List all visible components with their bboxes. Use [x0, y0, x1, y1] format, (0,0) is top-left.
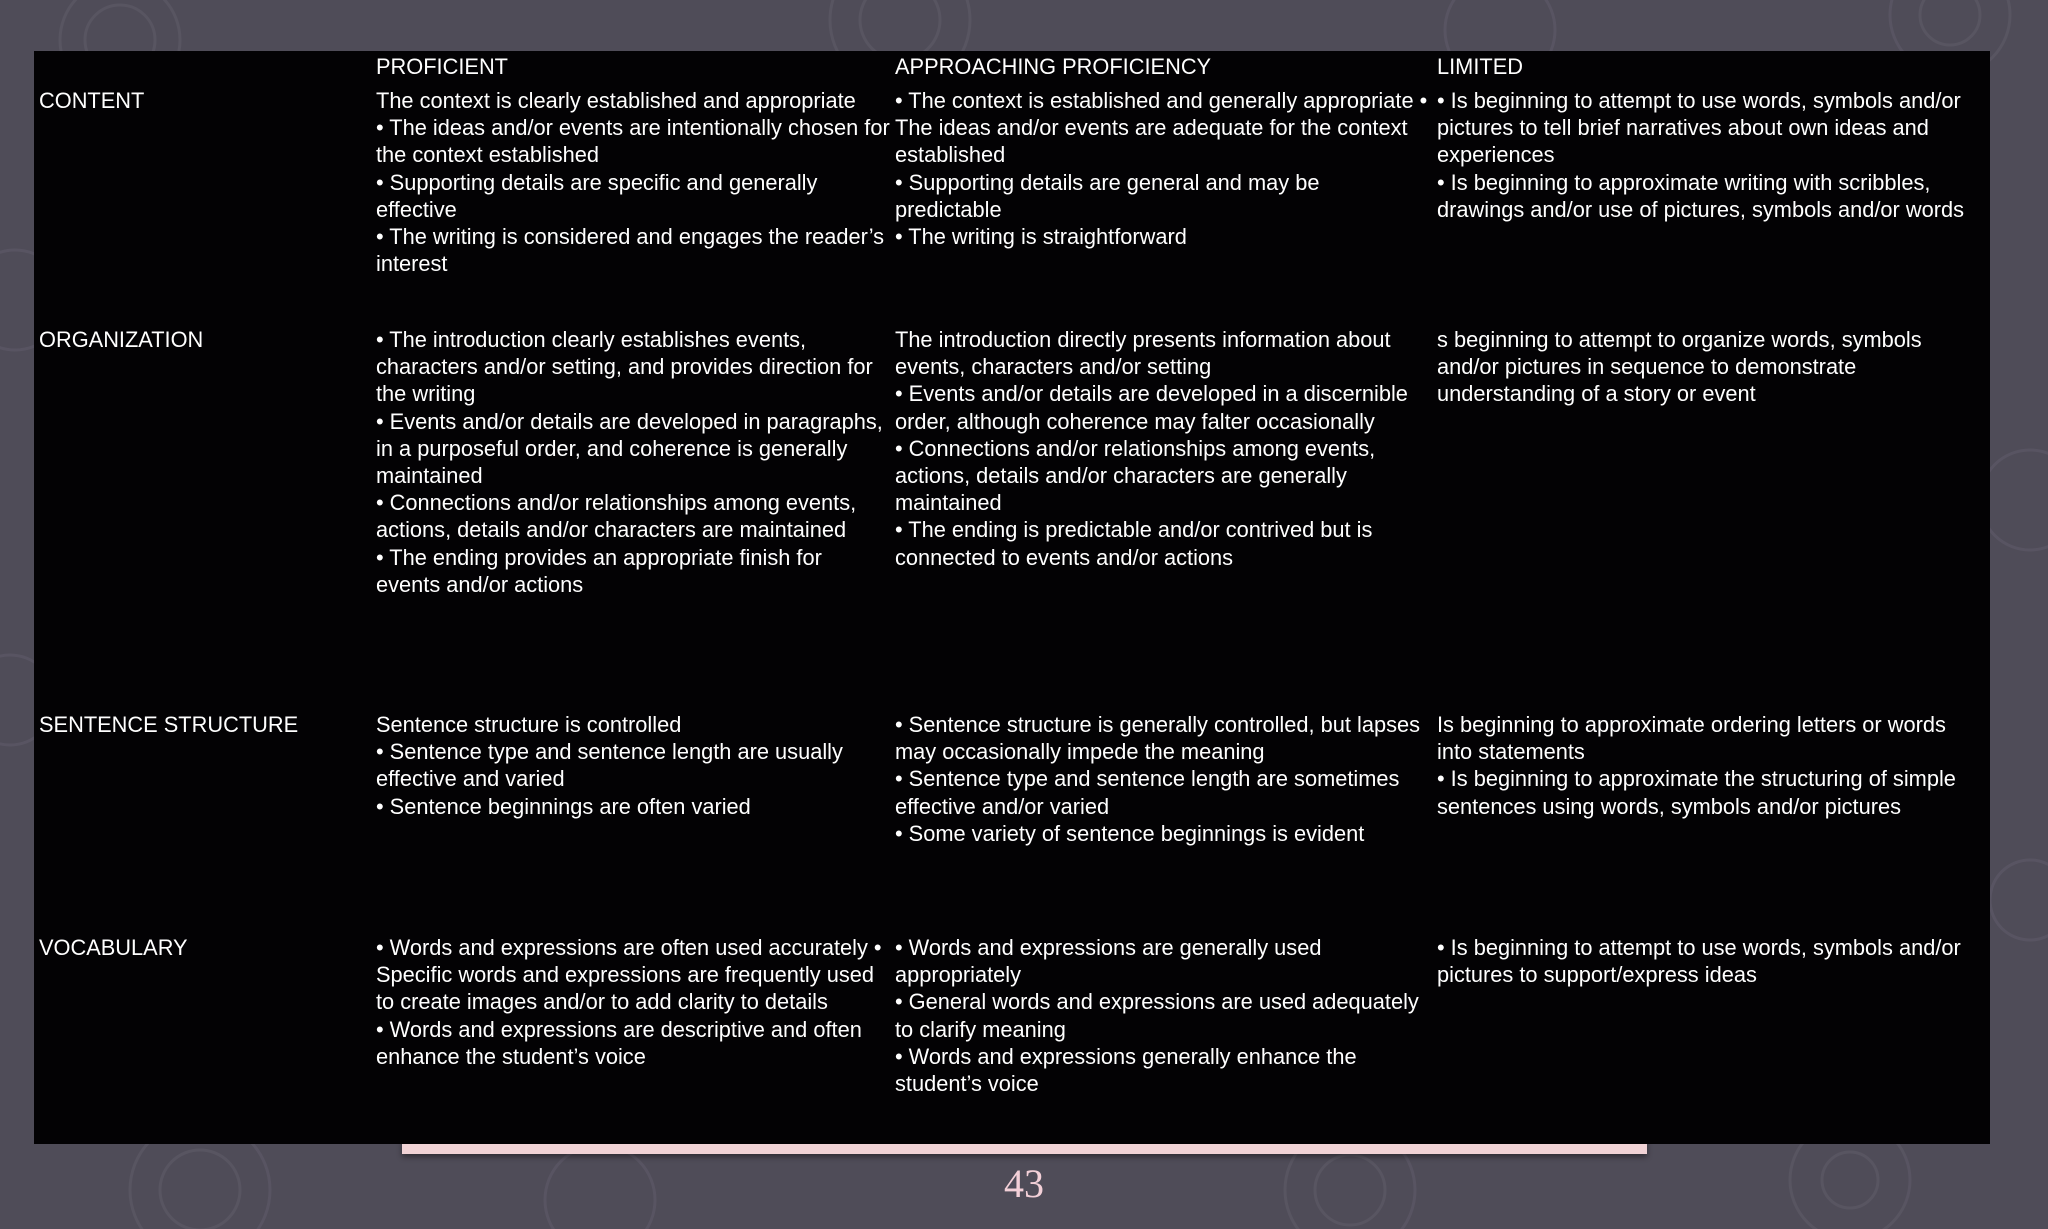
row-label-content: CONTENT: [39, 88, 145, 113]
row-label-organization: ORGANIZATION: [39, 327, 204, 352]
organization-limited-cell: s beginning to attempt to organize words, symbols and/or pictures in sequence to demonstrate understanding of a story or event: [1437, 327, 1922, 407]
column-header-approaching: APPROACHING PROFICIENCY: [895, 54, 1212, 79]
row-label-vocabulary: VOCABULARY: [39, 935, 188, 960]
column-header-proficient: PROFICIENT: [376, 54, 508, 79]
vocabulary-approaching-cell: • Words and expressions are generally used appropriately • General words and expressions are used adequately to clarify meaning • Words and expressions generally enhance the student’s voice: [895, 935, 1419, 1097]
rubric-table: [34, 51, 1990, 1144]
content-proficient-cell: The context is clearly established and appropriate • The ideas and/or events are intentionally chosen for the context established • Supporting details are specific and generally effective • The writing is considered and engages the reader’s interest: [376, 88, 890, 277]
content-approaching-cell: • The context is established and generally appropriate • The ideas and/or events are adequate for the context established • Supporting details are general and may be predictable • The writing is straightforward: [895, 88, 1428, 250]
row-label-sentence-structure: SENTENCE STRUCTURE: [39, 712, 299, 737]
organization-proficient-cell: • The introduction clearly establishes events, characters and/or setting, and provides direction for the writing • Events and/or details are developed in paragraphs, in a purposeful order, and coherence is generally maintained • Connections and/or relationships among events, actions, details and/or characters are maintained • The ending provides an appropriate finish for events and/or actions: [376, 327, 883, 597]
sentence-structure-approaching-cell: • Sentence structure is generally controlled, but lapses may occasionally impede the meaning • Sentence type and sentence length are sometimes effective and/or varied • Some variety of sentence beginnings is evident: [895, 712, 1420, 846]
sentence-structure-limited-cell: Is beginning to approximate ordering letters or words into statements • Is beginning to approximate the structuring of simple sentences using words, symbols and/or pictures: [1437, 712, 1956, 819]
column-header-limited: LIMITED: [1437, 54, 1523, 79]
vocabulary-proficient-cell: • Words and expressions are often used accurately • Specific words and expressions are frequently used to create images and/or to add clarity to details • Words and expressions are descriptive and often enhance the student’s voice: [376, 935, 882, 1069]
organization-approaching-cell: The introduction directly presents information about events, characters and/or setting • Events and/or details are developed in a discernible order, although coherence may falter occasionally • Connections and/or relationships among events, actions, details and/or characters are generally maintained • The ending is predictable and/or contrived but is connected to events and/or actions: [895, 327, 1408, 570]
content-limited-cell: • Is beginning to attempt to use words, symbols and/or pictures to tell brief narratives about own ideas and experiences • Is beginning to approximate writing with scribbles, drawings and/or use of pictures, symbols and/or words: [1437, 88, 1965, 222]
sentence-structure-proficient-cell: Sentence structure is controlled • Sentence type and sentence length are usually effective and varied • Sentence beginnings are often varied: [376, 712, 843, 819]
vocabulary-limited-cell: • Is beginning to attempt to use words, symbols and/or pictures to support/express ideas: [1437, 935, 1961, 988]
slide-number: 43: [1004, 1161, 1044, 1206]
